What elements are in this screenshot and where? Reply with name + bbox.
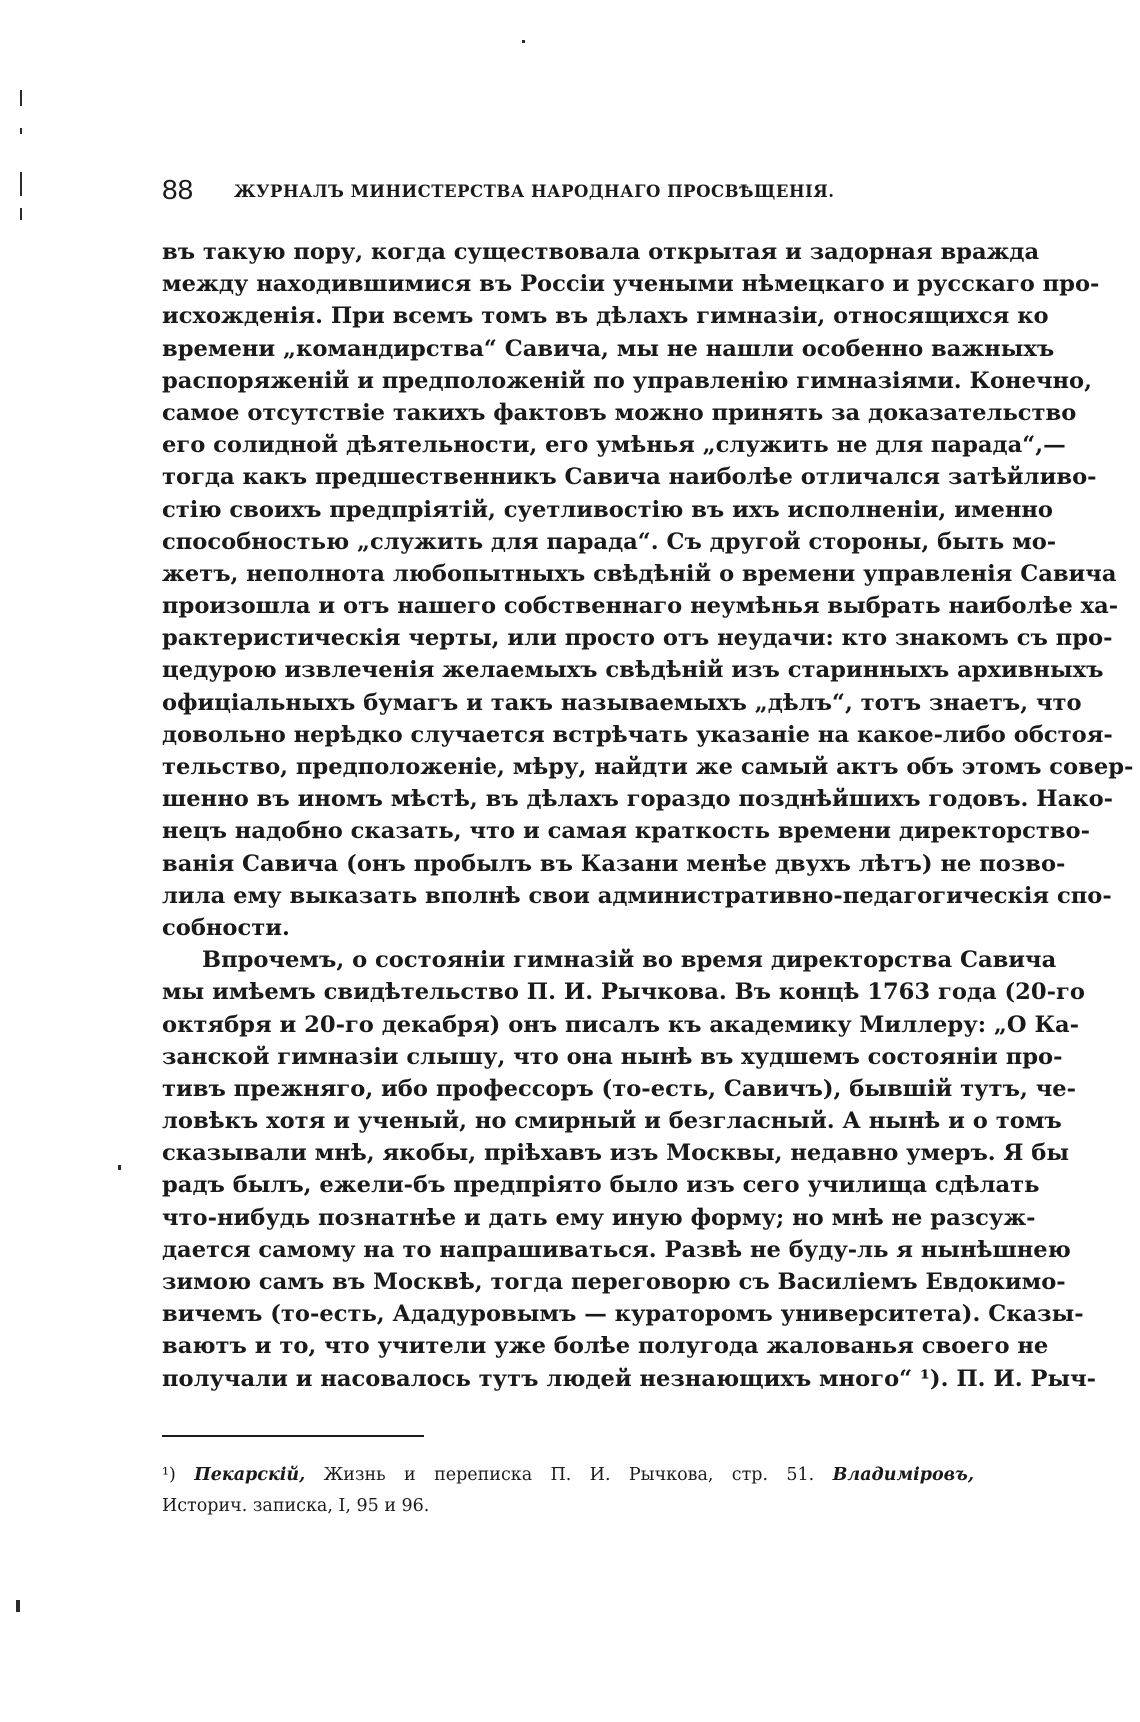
text-line: распоряженій и предположеній по управленію гимназіями. Конечно, [162,367,1092,394]
page-header [162,172,974,212]
text-line: сказывали мнѣ, якобы, пріѣхавъ изъ Москвы, недавно умеръ. Я бы [162,1140,1070,1167]
scan-artifact [20,128,22,134]
footnote-text: Жизнь и переписка П. И. Рычкова, стр. 51. [323,1465,815,1485]
text-line: рактеристическія черты, или просто отъ неудачи: кто знакомъ съ про- [162,625,1113,652]
text-line: Впрочемъ, о состояніи гимназій во время директорства Савича [202,947,1057,974]
text-line: дается самому на то напрашиваться. Развѣ не буду-ль я нынѣшнею [162,1236,1071,1263]
footnote [162,1460,974,1522]
text-line: тогда какъ предшественникъ Савича наиболѣе отличался затѣйливо- [162,464,1097,491]
footnote-rule [162,1435,424,1437]
scan-artifact [16,1600,20,1612]
text-line: жетъ, неполнота любопытныхъ свѣдѣній о времени управленія Савича [162,560,1117,587]
text-line: самое отсутствіе такихъ фактовъ можно принять за доказательство [162,399,1077,426]
text-line: собности. [162,914,290,941]
page-number: 88 [162,174,194,205]
text-line: лила ему выказать вполнѣ свои административно-педагогическія спо- [162,882,1112,909]
body-text [162,236,1134,1395]
footnote-line [162,1460,974,1491]
text-line: нецъ надобно сказать, что и самая краткость времени директорство- [162,818,1091,845]
text-line: ванія Савича (онъ пробылъ въ Казани менѣе двухъ лѣтъ) не позво- [162,850,1066,877]
footnote-line: Историч. записка, I, 95 и 96. [162,1496,430,1516]
text-line: вичемъ (то-есть, Ададуровымъ — кураторомъ университета). Сказы- [162,1301,1084,1328]
text-line: способностью „служить для парада“. Съ другой стороны, быть мо- [162,528,1057,555]
text-line: получали и насовалось тутъ людей незнающихъ много“ ¹). П. И. Рыч- [162,1365,1097,1392]
text-line: произошла и отъ нашего собственнаго неумѣнья выбрать наиболѣе ха- [162,593,1119,620]
text-line: между находившимися въ Россіи учеными нѣмецкаго и русскаго про- [162,271,1100,298]
text-line: зимою самъ въ Москвѣ, тогда переговорю съ Василіемъ Евдокимо- [162,1269,1066,1295]
text-line: ваютъ и то, что учители уже болѣе полугода жалованья своего не [162,1333,1049,1360]
text-line: октября и 20-го декабря) онъ писалъ къ академику Миллеру: „О Ка- [162,1011,1080,1038]
running-head: ЖУРНАЛЪ МИНИСТЕРСТВА НАРОДНАГО ПРОСВѢЩЕНІЯ. [234,182,835,201]
text-line: офиціальныхъ бумагъ и такъ называемыхъ „дѣлъ“, тотъ знаетъ, что [162,689,1082,716]
text-line: занской гимназіи слышу, что она нынѣ въ худшемъ состояніи про- [162,1043,1063,1070]
scan-artifact [522,40,525,43]
text-line: его солидной дѣятельности, его умѣнья „служить не для парада“,— [162,432,1066,459]
footnote-marker: ¹) [162,1465,176,1485]
text-line: ловѣкъ хотя и ученый, но смирный и безгласный. А нынѣ и о томъ [162,1108,1062,1135]
footnote-author: Владиміровъ, [832,1465,974,1485]
scan-artifact [20,208,22,220]
scan-artifact [20,90,22,106]
text-line: мы имѣемъ свидѣтельство П. И. Рычкова. Въ концѣ 1763 года (20-го [162,979,1085,1006]
text-line: цедурою извлеченія желаемыхъ свѣдѣній изъ старинныхъ архивныхъ [162,657,1104,684]
text-line: радъ былъ, ежели-бъ предпріято было изъ сего училища сдѣлать [162,1172,1040,1199]
text-line: тивъ прежняго, ибо профессоръ (то-есть, Савичъ), бывшій тутъ, че- [162,1075,1076,1102]
text-line: тельство, предположеніе, мѣру, найдти же самый актъ объ этомъ совер- [162,754,1134,780]
text-line: что-нибудь познатнѣе и дать ему иную форму; но мнѣ не разсуж- [162,1204,1036,1231]
text-line: стію своихъ предпріятій, суетливостію въ ихъ исполненіи, именно [162,496,1053,523]
text-line: довольно нерѣдко случается встрѣчать указаніе на какое-либо обстоя- [162,721,1113,748]
text-line: исхожденія. При всемъ томъ въ дѣлахъ гимназіи, относящихся ко [162,303,1049,330]
scan-artifact [118,1165,121,1170]
text-line: времени „командирства“ Савича, мы не нашли особенно важныхъ [162,335,1055,362]
text-line: шенно въ иномъ мѣстѣ, въ дѣлахъ гораздо позднѣйшихъ годовъ. Нако- [162,786,1114,813]
footnote-author: Пекарскій, [194,1465,306,1485]
scan-artifact [20,172,22,196]
text-line: въ такую пору, когда существовала открытая и задорная вражда [162,239,1040,265]
